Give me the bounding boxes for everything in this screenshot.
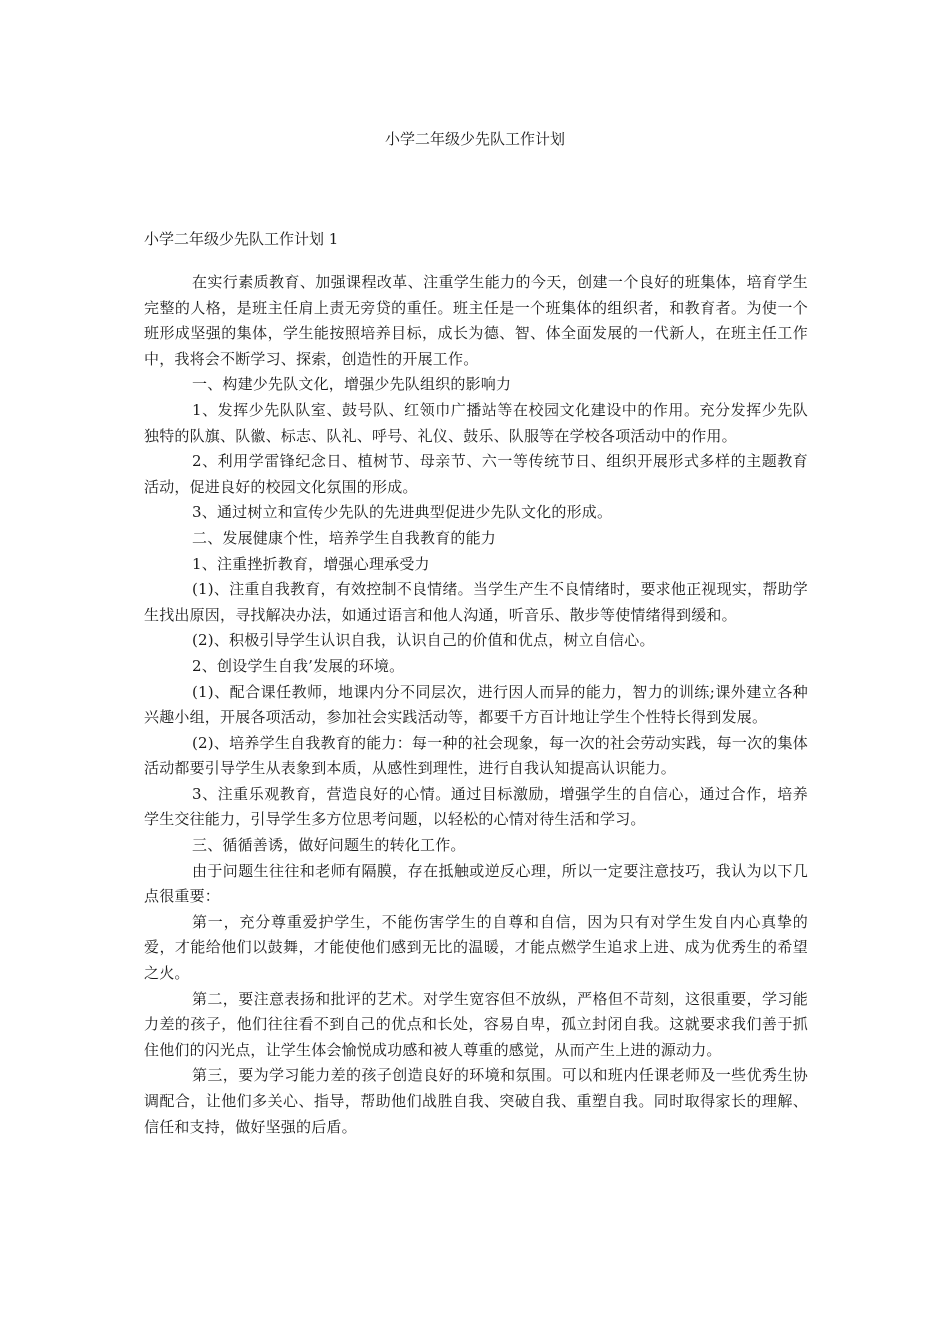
paragraph: 二、发展健康个性，培养学生自我教育的能力: [192, 528, 497, 547]
document-title: 小学二年级少先队工作计划: [384, 130, 565, 148]
paragraph: 3、注重乐观教育，营造良好的心情。通过目标激励，增强学生的自信心，通过合作，培养学生交往能力，引导学生多方位思考问题，以轻松的心情对待生活和学习。: [144, 784, 808, 829]
paragraph: 第二，要注意表扬和批评的艺术。对学生宽容但不放纵，严格但不苛刻，这很重要，学习能力差的孩子，他们往往看不到自己的优点和长处，容易自卑，孤立封闭自我。这就要求我们善于抓住他们的闪光点，让学生体会愉悦成功感和被人尊重的感觉，从而产生上进的源动力。: [144, 989, 808, 1059]
paragraph: 1、发挥少先队队室、鼓号队、红领巾广播站等在校园文化建设中的作用。充分发挥少先队独特的队旗、队徽、标志、队礼、呼号、礼仪、鼓乐、队服等在学校各项活动中的作用。: [144, 400, 808, 445]
paragraph: 在实行素质教育、加强课程改革、注重学生能力的今天，创建一个良好的班集体，培育学生完整的人格，是班主任肩上责无旁贷的重任。班主任是一个班集体的组织者，和教育者。为使一个班形成坚强的集体，学生能按照培养目标，成长为德、智、体全面发展的一代新人，在班主任工作中，我将会不断学习、探索，创造性的开展工作。: [144, 273, 808, 368]
paragraph: (1)、配合课任教师，地课内分不同层次，进行因人而异的能力，智力的训练;课外建立各种兴趣小组，开展各项活动，参加社会实践活动等，都要千方百计地让学生个性特长得到发展。: [144, 682, 808, 727]
paragraph: 1、注重挫折教育，增强心理承受力: [192, 554, 430, 573]
paragraph: 由于问题生往往和老师有隔膜，存在抵触或逆反心理，所以一定要注意技巧，我认为以下几点很重要：: [144, 861, 808, 906]
paragraph: 2、创设学生自我’发展的环境。: [192, 656, 405, 675]
paragraph: (1)、注重自我教育，有效控制不良情绪。当学生产生不良情绪时，要求他正视现实，帮助学生找出原因，寻找解决办法，如通过语言和他人沟通，听音乐、散步等使情绪得到缓和。: [144, 580, 808, 624]
paragraph: 三、循循善诱，做好问题生的转化工作。: [192, 836, 466, 855]
paragraph: (2)、积极引导学生认识自我，认识自己的价值和优点，树立自信心。: [192, 631, 655, 650]
paragraph: (2)、培养学生自我教育的能力：每一种的社会现象，每一次的社会劳动实践，每一次的集体活动都要引导学生从表象到本质，从感性到理性，进行自我认知提高认识能力。: [144, 733, 808, 778]
paragraph: 第三，要为学习能力差的孩子创造良好的环境和氛围。可以和班内任课老师及一些优秀生协调配合，让他们多关心、指导，帮助他们战胜自我、突破自我、重塑自我。同时取得家长的理解、信任和支持，做好坚强的后盾。: [144, 1066, 808, 1136]
section-heading: 小学二年级少先队工作计划 1: [144, 230, 339, 248]
paragraph: 2、利用学雷锋纪念日、植树节、母亲节、六一等传统节日、组织开展形式多样的主题教育活动，促进良好的校园文化氛围的形成。: [144, 452, 808, 496]
paragraph: 一、构建少先队文化，增强少先队组织的影响力: [192, 375, 512, 394]
document-body: [144, 270, 808, 1140]
paragraph: 第一，充分尊重爱护学生，不能伤害学生的自尊和自信，因为只有对学生发自内心真挚的爱，才能给他们以鼓舞，才能使他们感到无比的温暖，才能点燃学生追求上进、成为优秀生的希望之火。: [144, 912, 808, 983]
paragraph: 3、通过树立和宣传少先队的先进典型促进少先队文化的形成。: [192, 503, 613, 522]
